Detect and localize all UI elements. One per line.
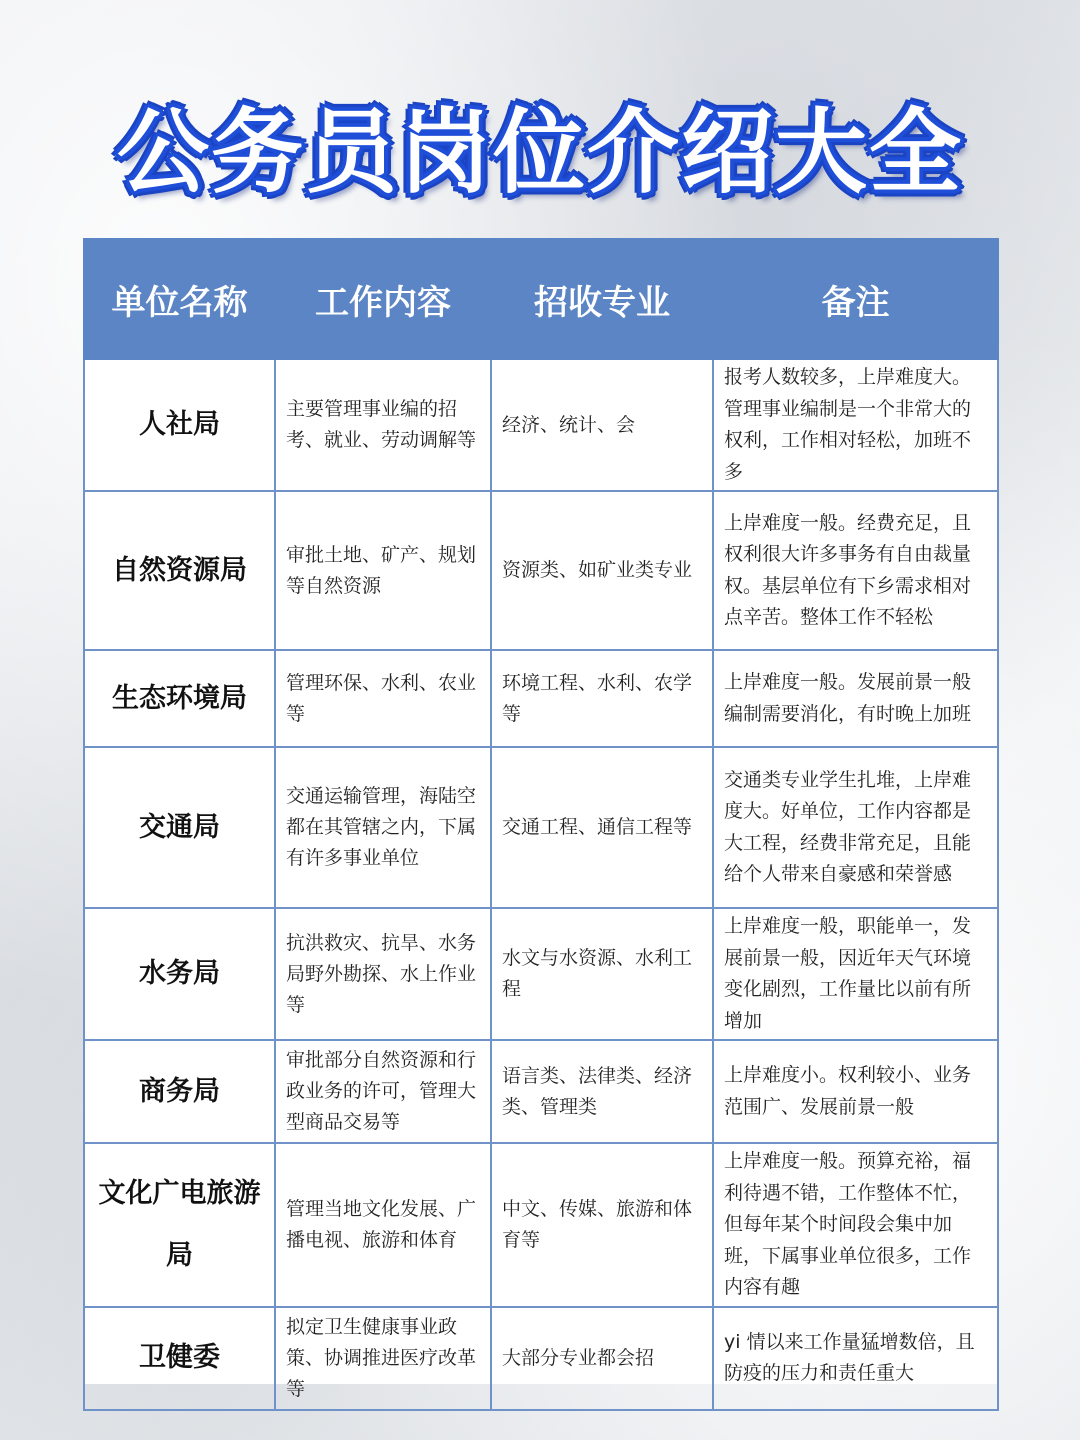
work-content-cell: 审批土地、矿产、规划等自然资源 bbox=[275, 491, 491, 650]
table-header-row bbox=[84, 239, 998, 359]
unit-name-cell: 生态环境局 bbox=[84, 650, 275, 747]
note-cell: 上岸难度小。权利较小、业务范围广、发展前景一般 bbox=[713, 1040, 998, 1143]
majors-cell: 大部分专业都会招 bbox=[491, 1307, 713, 1410]
header-majors: 招收专业 bbox=[491, 239, 713, 359]
note-cell: 上岸难度一般。预算充裕，福利待遇不错，工作整体不忙，但每年某个时间段会集中加班，下属事业单位很多，工作内容有趣 bbox=[713, 1143, 998, 1307]
note-cell: 上岸难度一般。经费充足，且权利很大许多事务有自由裁量权。基层单位有下乡需求相对点辛苦。整体工作不轻松 bbox=[713, 491, 998, 650]
unit-name-cell: 自然资源局 bbox=[84, 491, 275, 650]
work-content-cell: 审批部分自然资源和行政业务的许可，管理大型商品交易等 bbox=[275, 1040, 491, 1143]
majors-cell: 资源类、如矿业类专业 bbox=[491, 491, 713, 650]
note-cell: 报考人数较多，上岸难度大。管理事业编制是一个非常大的权利，工作相对轻松，加班不多 bbox=[713, 359, 998, 491]
majors-cell: 经济、统计、会 bbox=[491, 359, 713, 491]
table-row bbox=[84, 359, 998, 491]
positions-table bbox=[83, 238, 999, 1411]
work-content-cell: 交通运输管理，海陆空都在其管辖之内，下属有许多事业单位 bbox=[275, 747, 491, 908]
work-content-cell: 抗洪救灾、抗旱、水务局野外勘探、水上作业等 bbox=[275, 908, 491, 1040]
table-row bbox=[84, 908, 998, 1040]
unit-name-cell: 交通局 bbox=[84, 747, 275, 908]
table-row bbox=[84, 1143, 998, 1307]
table-row bbox=[84, 650, 998, 747]
work-content-cell: 管理环保、水利、农业等 bbox=[275, 650, 491, 747]
note-cell: 上岸难度一般，职能单一，发展前景一般，因近年天气环境变化剧烈，工作量比以前有所增加 bbox=[713, 908, 998, 1040]
unit-name-cell: 水务局 bbox=[84, 908, 275, 1040]
work-content-cell: 管理当地文化发展、广播电视、旅游和体育 bbox=[275, 1143, 491, 1307]
majors-cell: 中文、传媒、旅游和体育等 bbox=[491, 1143, 713, 1307]
work-content-cell: 拟定卫生健康事业政策、协调推进医疗改革等 bbox=[275, 1307, 491, 1410]
positions-table-container bbox=[83, 238, 997, 1400]
note-cell: yi 情以来工作量猛增数倍，且防疫的压力和责任重大 bbox=[713, 1307, 998, 1410]
note-cell: 交通类专业学生扎堆，上岸难度大。好单位，工作内容都是大工程，经费非常充足，且能给个人带来自豪感和荣誉感 bbox=[713, 747, 998, 908]
table-row bbox=[84, 1307, 998, 1410]
table-row bbox=[84, 491, 998, 650]
unit-name-cell: 人社局 bbox=[84, 359, 275, 491]
majors-cell: 水文与水资源、水利工程 bbox=[491, 908, 713, 1040]
unit-name-cell: 商务局 bbox=[84, 1040, 275, 1143]
unit-name-cell: 卫健委 bbox=[84, 1307, 275, 1410]
header-unit-name: 单位名称 bbox=[84, 239, 275, 359]
page-title: 公务员岗位介绍大全 bbox=[116, 99, 963, 206]
work-content-cell: 主要管理事业编的招考、就业、劳动调解等 bbox=[275, 359, 491, 491]
header-work-content: 工作内容 bbox=[275, 239, 491, 359]
note-cell: 上岸难度一般。发展前景一般编制需要消化，有时晚上加班 bbox=[713, 650, 998, 747]
table-row bbox=[84, 1040, 998, 1143]
majors-cell: 交通工程、通信工程等 bbox=[491, 747, 713, 908]
majors-cell: 环境工程、水利、农学等 bbox=[491, 650, 713, 747]
table-row bbox=[84, 747, 998, 908]
unit-name-cell: 文化广电旅游局 bbox=[84, 1143, 275, 1307]
header-notes: 备注 bbox=[713, 239, 998, 359]
majors-cell: 语言类、法律类、经济类、管理类 bbox=[491, 1040, 713, 1143]
